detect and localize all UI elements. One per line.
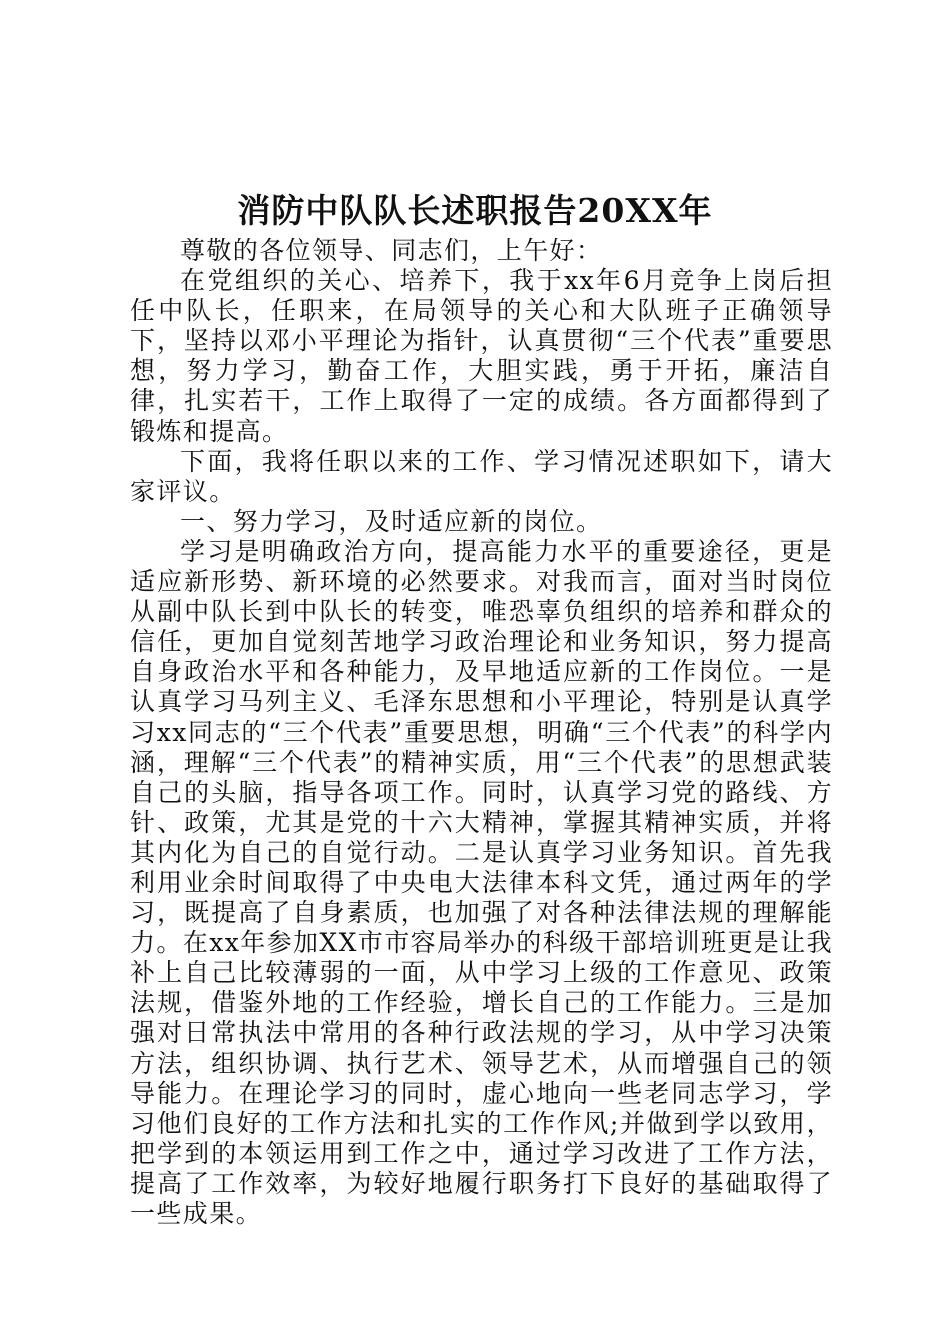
salutation-paragraph: 尊敬的各位领导、同志们，上午好：: [180, 236, 603, 265]
document-title: 消防中队队长述职报告20XX年: [237, 191, 713, 230]
section-heading: 一、努力学习，及时适应新的岗位。: [180, 506, 603, 536]
study-paragraph: 学习是明确政治方向，提高能力水平的重要途径，更是适应新形势、新环境的必然要求。对我而言，面对当时岗位从副中队长到中队长的转变，唯恐辜负组织的培养和群众的信任，更加自觉刻苦地学习政治理论和业务知识，努力提高自身政治水平和各种能力，及早地适应新的工作岗位。一是认真学习马列主义、毛泽东思想和小平理论，特别是认真学习xx同志的“三个代表”重要思想，明确“三个代表”的科学内涵，理解“三个代表”的精神实质，用“三个代表”的思想武装自己的头脑，指导各项工作。同时，认真学习党的路线、方针、政策，尤其是党的十六大精神，掌握其精神实质，并将其内化为自己的自觉行动。二是认真学习业务知识。首先我利用业余时间取得了中央电大法律本科文凭，通过两年的学习，既提高了自身素质，也加强了对各种法律法规的理解能力。在xx年参加XX市市容局举办的科级干部培训班更是让我补上自己比较薄弱的一面，从中学习上级的工作意见、政策法规，借鉴外地的工作经验，增长自己的工作能力。三是加强对日常执法中常用的各种行政法规的学习，从中学习决策方法，组织协调、执行艺术、领导艺术，从而增强自己的领导能力。在理论学习的同时，虚心地向一些老同志学习，学习他们良好的工作方法和扎实的工作作风;并做到学以致用，把学到的本领运用到工作之中，通过学习改进了工作方法，提高了工作效率，为较好地履行职务打下良好的基础取得了一些成果。: [130, 536, 833, 1228]
report-lead-paragraph: 下面，我将任职以来的工作、学习情况述职如下，请大家评议。: [130, 446, 833, 506]
document-body: [130, 236, 833, 1229]
intro-paragraph: 在党组织的关心、培养下，我于xx年6月竞争上岗后担任中队长，任职来，在局领导的关心和大队班子正确领导下，坚持以邓小平理论为指针，认真贯彻“三个代表”重要思想，努力学习，勤奋工作，大胆实践，勇于开拓，廉洁自律，扎实若干，工作上取得了一定的成绩。各方面都得到了锻炼和提高。: [130, 266, 833, 446]
